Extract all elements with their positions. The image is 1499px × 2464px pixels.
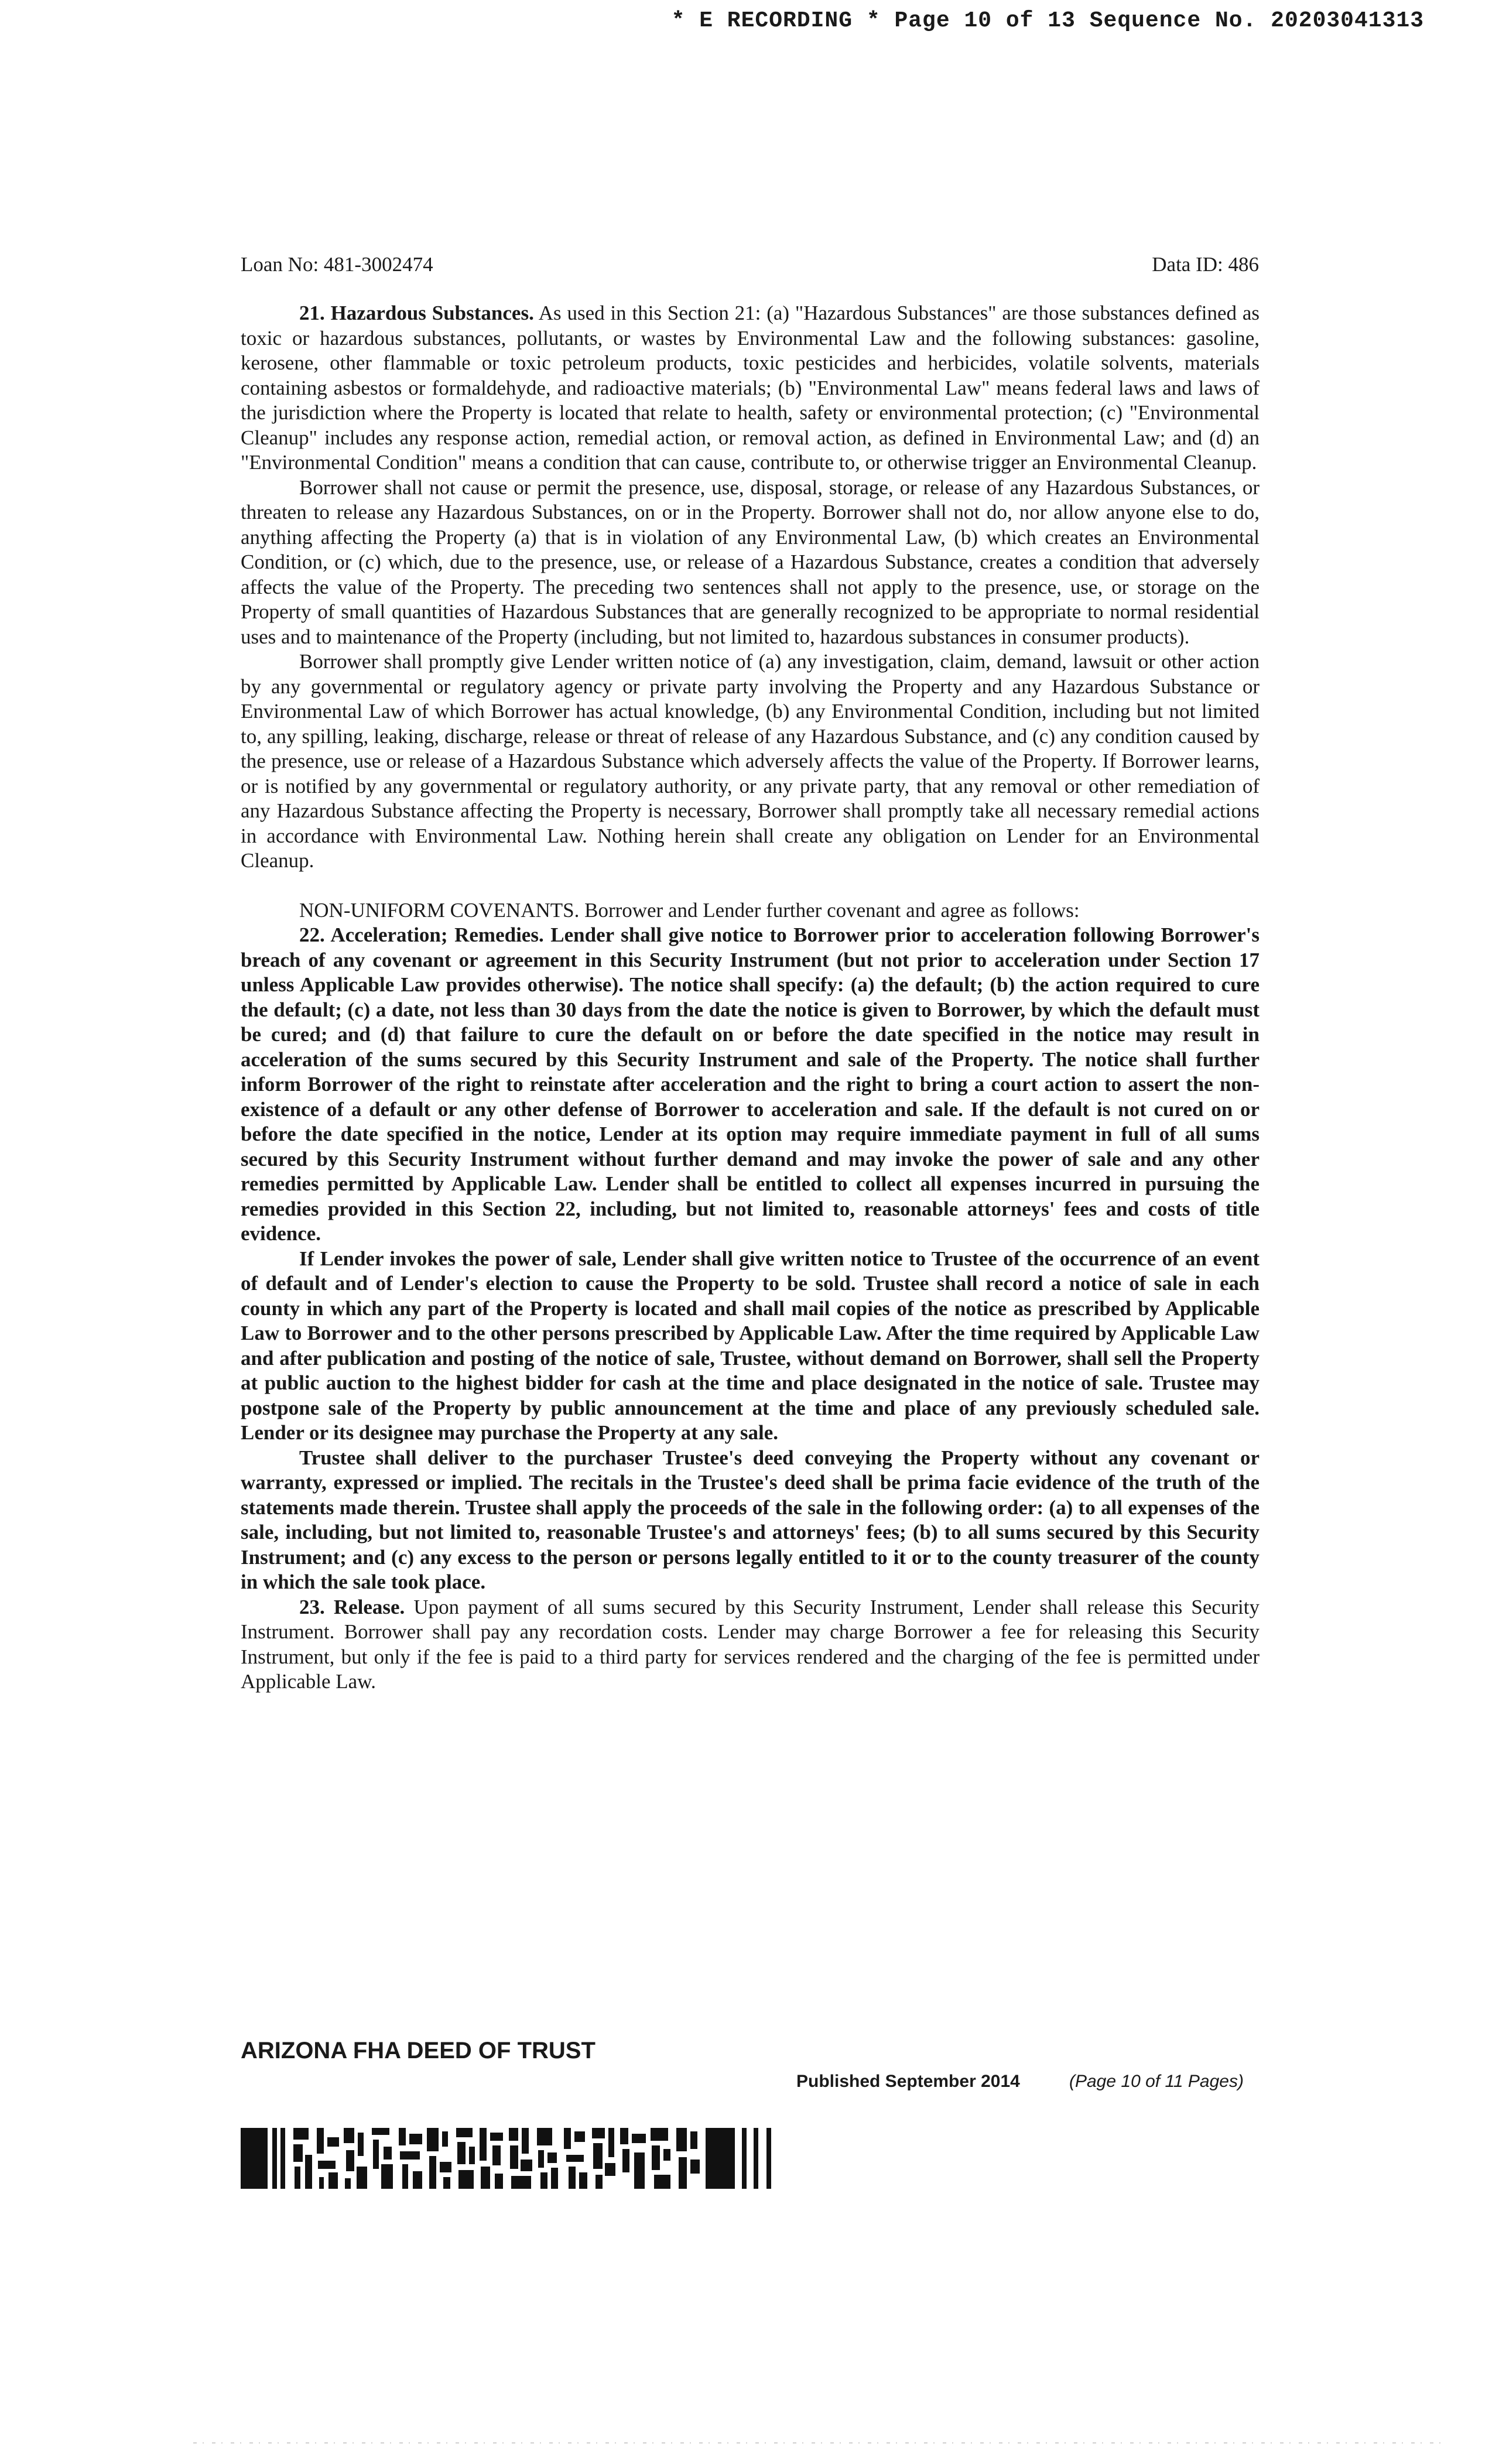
section-22-paragraph-2: If Lender invokes the power of sale, Lender shall give written notice to Trustee of the occurrence of an event of default and of Lender's election to cause the Property to be sold. Trustee shall record a notice of sale in each county in which any part of the Property is located and shall mail copies of the notice as prescribed by Applicable Law to Borrower and to the other persons prescribed by Applicable Law. After the time required by Applicable Law and after publication and posting of the notice of sale, Trustee, without demand on Borrower, shall sell the Property at public auction to the highest bidder for cash at the time and place designated in the notice of sale. Trustee may postpone sale of the Property by public announcement at the time and place of any previously scheduled sale. Lender or its designee may purchase the Property at any sale. [241,1247,1260,1444]
recording-header: * E RECORDING * Page 10 of 13 Sequence No. 20203041313 [671,8,1424,33]
section-21-paragraph-3: Borrower shall promptly give Lender written notice of (a) any investigation, claim, demand, lawsuit or other action by any governmental or regulatory agency or private party involving the Property and any Hazardous Substance or Environmental Law of which Borrower has actual knowledge, (b) any Environmental Condition, including but not limited to, any spilling, leaking, discharge, release or threat of release of any Hazardous Substance, and (c) any condition caused by the presence, use or release of a Hazardous Substance which adversely affects the value of the Property. If Borrower learns, or is notified by any governmental or regulatory authority, or any private party, that any removal or other remediation of any Hazardous Substance affecting the Property is necessary, Borrower shall promptly take all necessary remedial actions in accordance with Environmental Law. Nothing herein shall create any obligation on Lender for an Environmental Cleanup. [241,650,1260,872]
section-23-title: 23. Release. [299,1595,405,1618]
section-21-paragraph-1 [241,301,1260,475]
form-title: ARIZONA FHA DEED OF TRUST [241,2038,596,2063]
section-21-text-1: As used in this Section 21: (a) "Hazardous Substances" are those substances defined as toxic or hazardous substances, pollutants, or wastes by Environmental Law and the following substances: gasoline, kerosene, other flammable or toxic petroleum products, toxic pesticides and herbicides, volatile solvents, materials containing asbestos or formaldehyde, and radioactive materials; (b) "Environmental Law" means federal laws and laws of the jurisdiction where the Property is located that relate to health, safety or environmental protection; (c) "Environmental Cleanup" includes any response action, remedial action, or removal action, as defined in Environmental Law; and (d) an "Environmental Condition" means a condition that can cause, contribute to, or otherwise trigger an Environmental Cleanup. [241,302,1260,474]
data-id: Data ID: 486 [1152,253,1259,276]
section-22-paragraph-3: Trustee shall deliver to the purchaser Trustee's deed conveying the Property without any covenant or warranty, expressed or implied. The recitals in the Trustee's deed shall be prima facie evidence of the truth of the statements made therein. Trustee shall apply the proceeds of the sale in the following order: (a) to all expenses of the sale, including, but not limited to, reasonable Trustee's and attorneys' fees; (b) to all sums secured by this Security Instrument; and (c) any excess to the person or persons legally entitled to it or to the county treasurer of the county in which the sale took place. [241,1446,1260,1593]
page-count: (Page 10 of 11 Pages) [1069,2072,1244,2091]
non-uniform-covenants-heading: NON-UNIFORM COVENANTS. Borrower and Lender further covenant and agree as follows: [299,898,1080,922]
section-21-title: 21. Hazardous Substances. [299,302,534,324]
section-21-paragraph-2: Borrower shall not cause or permit the presence, use, disposal, storage, or release of any Hazardous Substances, or threaten to release any Hazardous Substances, on or in the Property. Borrower shall not do, nor allow anyone else to do, anything affecting the Property (a) that is in violation of any Environmental Law, (b) which creates an Environmental Condition, or (c) which, due to the presence, use, or release of a Hazardous Substance, creates a condition that adversely affects the value of the Property. The preceding two sentences shall not apply to the presence, use, or storage on the Property of small quantities of Hazardous Substances that are generally recognized to be appropriate to normal residential uses and to maintenance of the Property (including, but not limited to, hazardous substances in consumer products). [241,475,1260,648]
published-date: Published September 2014 [796,2072,1020,2091]
section-23-text-1: Upon payment of all sums secured by this Security Instrument, Lender shall release this Security Instrument. Borrower shall pay any recordation costs. Lender may charge Borrower a fee for releasing this Security Instrument, but only if the fee is paid to a third party for services rendered and the charging of the fee is permitted under Applicable Law. [241,1595,1260,1693]
section-23-paragraph-1 [241,1595,1260,1695]
section-22-paragraph-1 [241,923,1260,1247]
section-22-title: 22. Acceleration; Remedies. [299,923,544,946]
barcode-icon [241,2126,791,2191]
document-body [241,301,1260,1695]
section-22-text-1: Lender shall give notice to Borrower prior to acceleration following Borrower's breach of any covenant or agreement in this Security Instrument (but not prior to acceleration under Section 17 unless Applicable Law provides otherwise). The notice shall specify: (a) the default; (b) the action required to cure the default; (c) a date, not less than 30 days from the date the notice is given to Borrower, by which the default must be cured; and (d) that failure to cure the default on or before the date specified in the notice may result in acceleration of the sums secured by this Security Instrument and sale of the Property. The notice shall further inform Borrower of the right to reinstate after acceleration and the right to bring a court action to assert the non-existence of a default or any other defense of Borrower to acceleration and sale. If the default is not cured on or before the date specified in the notice, Lender at its option may require immediate payment in full of all sums secured by this Security Instrument without further demand and may invoke the power of sale and any other remedies permitted by Applicable Law. Lender shall be entitled to collect all expenses incurred in pursuing the remedies provided in this Section 22, including, but not limited to, reasonable attorneys' fees and costs of title evidence. [241,923,1260,1245]
loan-number: Loan No: 481-3002474 [241,253,433,276]
scan-artifact [193,2442,1446,2444]
